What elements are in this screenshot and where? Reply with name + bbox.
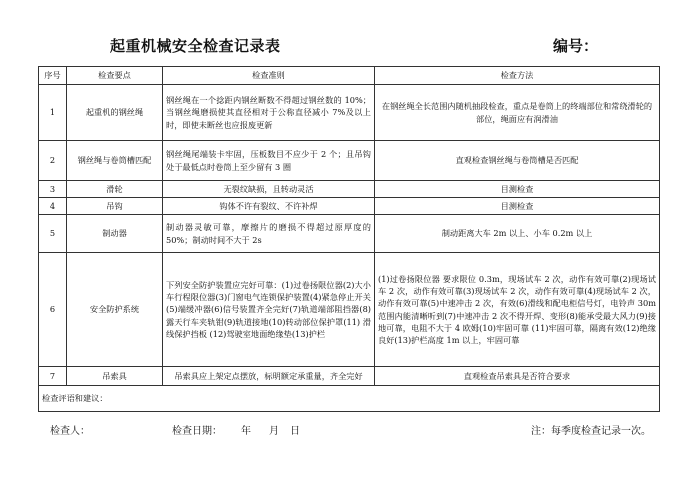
row-no: 2 bbox=[39, 141, 67, 181]
row-check-point: 吊索具 bbox=[67, 367, 163, 386]
form-title: 起重机械安全检查记录表 bbox=[110, 37, 281, 55]
header-check-point: 检查要点 bbox=[67, 67, 163, 85]
row-check-point: 钢丝绳与卷筒槽匹配 bbox=[67, 141, 163, 181]
row-no: 3 bbox=[39, 181, 67, 198]
row-method: 目测检查 bbox=[375, 181, 660, 198]
footer-note: 注：每季度检查记录一次。 bbox=[531, 426, 651, 437]
row-check-point: 安全防护系统 bbox=[67, 253, 163, 367]
remarks-row bbox=[39, 386, 660, 412]
table-row bbox=[39, 181, 660, 198]
row-method: 直观检查钢丝绳与卷筒槽是否匹配 bbox=[375, 141, 660, 181]
inspection-date-label: 检查日期： bbox=[172, 426, 222, 437]
inspection-table bbox=[38, 66, 660, 412]
inspector-label: 检查人： bbox=[50, 426, 90, 437]
table-row bbox=[39, 367, 660, 386]
row-check-point: 吊钩 bbox=[67, 198, 163, 215]
table-row bbox=[39, 215, 660, 253]
row-criteria: 制动器灵敏可靠，摩擦片的磨损不得超过原厚度的 50%；制动时间不大于 2s bbox=[163, 215, 375, 253]
row-no: 5 bbox=[39, 215, 67, 253]
row-criteria: 无裂纹缺损，且转动灵活 bbox=[163, 181, 375, 198]
row-no: 4 bbox=[39, 198, 67, 215]
row-no: 1 bbox=[39, 85, 67, 141]
row-method: (1)过卷扬限位器 要求限位 0.3m，现场试车 2 次，动作有效可靠(2)现场试车 2 次，动作有效可靠(3)现场试车 2 次，动作有效可靠(4)现场试车 2 次，动作有效可靠(5)中速冲击 2 次，有效(6)滑线和配电柜信号灯，电铃声 30m 范围内能清晰听到(7)中速冲击 2 次不得开焊、变形(8)能承受最大风力(9)接地可靠，电阻不大于 4 欧姆(10)牢固可靠 (11)牢固可靠，隔离有效(12)绝缘良好(13)护栏高度 1m 以上，牢固可靠 bbox=[375, 253, 660, 367]
header-method: 检查方法 bbox=[375, 67, 660, 85]
date-month-label: 月 bbox=[269, 426, 279, 437]
remarks-label: 检查评语和建议： bbox=[42, 393, 108, 404]
row-no: 7 bbox=[39, 367, 67, 386]
table-row bbox=[39, 141, 660, 181]
date-day-label: 日 bbox=[290, 426, 300, 437]
table-header-row bbox=[39, 67, 660, 85]
date-year-label: 年 bbox=[241, 426, 251, 437]
row-check-point: 起重机的钢丝绳 bbox=[67, 85, 163, 141]
table-row bbox=[39, 253, 660, 367]
table-row bbox=[39, 198, 660, 215]
row-criteria: 钩体不许有裂纹、不许补焊 bbox=[163, 198, 375, 215]
row-no: 6 bbox=[39, 253, 67, 367]
row-criteria: 钢丝绳尾端装卡牢固，压板数目不应少于 2 个；且吊钩处于最低点时卷筒上至少留有 3 圈 bbox=[163, 141, 375, 181]
row-criteria: 吊索具应上架定点摆放，标明额定承重量，齐全完好 bbox=[163, 367, 375, 386]
row-criteria: 钢丝绳在一个捻距内钢丝断数不得超过钢丝数的 10%；当钢丝绳磨损使其直径相对于公称直径减小 7%及以上时，即使未断丝也应报废更新 bbox=[163, 85, 375, 141]
header-criteria: 检查准则 bbox=[163, 67, 375, 85]
row-method: 在钢丝绳全长范围内随机抽段检查，重点是卷筒上的终端部位和常绕滑轮的部位，绳面应有润滑油 bbox=[375, 85, 660, 141]
row-method: 直观检查吊索具是否符合要求 bbox=[375, 367, 660, 386]
header-no: 序号 bbox=[39, 67, 67, 85]
form-number-label: 编号： bbox=[553, 37, 599, 55]
row-criteria: 下列安全防护装置应完好可靠：(1)过卷扬限位器(2)大小车行程限位器(3)门窗电气连锁保护装置(4)紧急停止开关(5)端缓冲器(6)信号装置齐全完好(7)轨道端部阻挡器(8)露天行车夹轨钳(9)轨道接地(10)转动部位保护罩(11) 滑线保护挡板 (12)驾驶室地面绝缘垫(13)护栏 bbox=[163, 253, 375, 367]
row-method: 目测检查 bbox=[375, 198, 660, 215]
remarks-cell[interactable] bbox=[39, 386, 660, 412]
table-row bbox=[39, 85, 660, 141]
row-method: 制动距离大车 2m 以上、小车 0.2m 以上 bbox=[375, 215, 660, 253]
row-check-point: 滑轮 bbox=[67, 181, 163, 198]
row-check-point: 制动器 bbox=[67, 215, 163, 253]
